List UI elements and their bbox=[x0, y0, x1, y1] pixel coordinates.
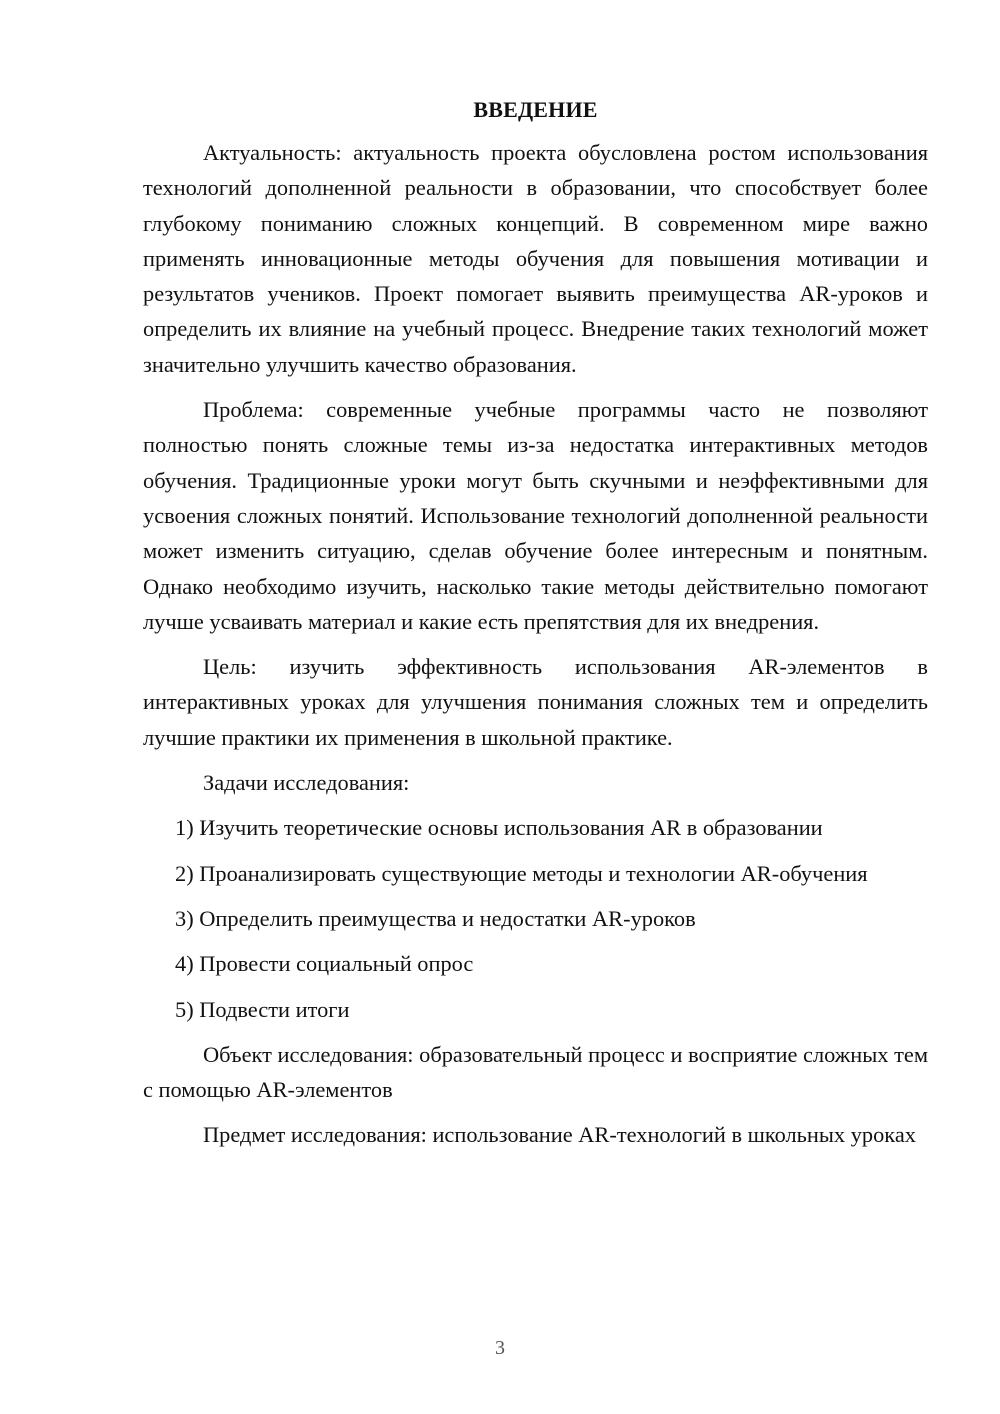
task-item-2: 2) Проанализировать существующие методы и технологии AR-обучения bbox=[175, 860, 868, 886]
tasks-title: Задачи исследования: bbox=[203, 770, 410, 796]
document-page bbox=[143, 95, 928, 1153]
task-item-3: 3) Определить преимущества и недостатки AR-уроков bbox=[175, 905, 696, 931]
page-number: 3 bbox=[495, 1337, 505, 1359]
section-heading: ВВЕДЕНИЕ bbox=[473, 97, 598, 122]
task-item-1: 1) Изучить теоретические основы использования AR в образовании bbox=[175, 815, 823, 841]
task-item-5: 5) Подвести итоги bbox=[175, 996, 350, 1022]
subject-paragraph: Предмет исследования: использование AR-технологий в школьных уроках bbox=[203, 1122, 916, 1148]
task-item-4: 4) Провести социальный опрос bbox=[175, 951, 474, 977]
relevance-paragraph: Актуальность: актуальность проекта обусловлена ростом использования технологий дополненной реальности в образовании, что способствует более глубокому пониманию сложных концепций. В современном мире важно применять инновационные методы обучения для повышения мотивации и результатов учеников. Проект помогает выявить преимущества AR-уроков и определить их влияние на учебный процесс. Внедрение таких технологий может значительно улучшить качество образования. bbox=[143, 140, 928, 377]
problem-paragraph: Проблема: современные учебные программы часто не позволяют полностью понять сложные темы из-за недостатка интерактивных методов обучения. Традиционные уроки могут быть скучными и неэффективными для усвоения сложных понятий. Использование технологий дополненной реальности может изменить ситуацию, сделав обучение более интересным и понятным. Однако необходимо изучить, насколько такие методы действительно помогают лучше усваивать материал и какие есть препятствия для их внедрения. bbox=[143, 397, 928, 634]
goal-paragraph: Цель: изучить эффективность использования AR-элементов в интерактивных уроках для улучшения понимания сложных тем и определить лучшие практики их применения в школьной практике. bbox=[143, 654, 928, 750]
object-paragraph: Объект исследования: образовательный процесс и восприятие сложных тем с помощью AR-элементов bbox=[143, 1041, 928, 1103]
